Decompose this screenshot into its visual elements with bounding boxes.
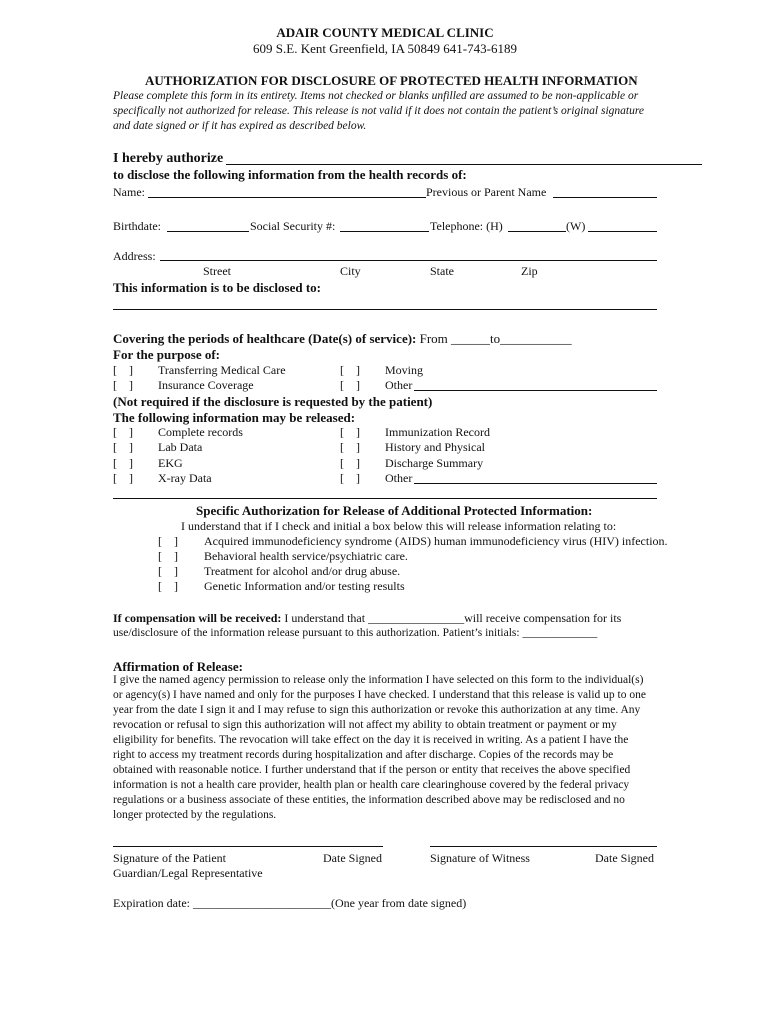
ssn-label: Social Security #: (250, 219, 336, 233)
purpose-other-field[interactable] (414, 390, 657, 391)
affirmation-line-2: or agency(s) I have named and only for the purposes I have checked. I understand that this release is valid up to one (113, 689, 646, 701)
specific-checkbox-behavioral[interactable]: [ ] (158, 549, 178, 563)
specific-checkbox-hiv[interactable]: [ ] (158, 534, 178, 548)
witness-signature-label: Signature of Witness (430, 851, 530, 865)
name-label: Name: (113, 185, 145, 199)
disclosed-to-label: This information is to be disclosed to: (113, 280, 322, 295)
birthdate-field[interactable] (167, 231, 249, 232)
witness-signature-field[interactable] (430, 846, 657, 847)
not-required-note: (Not required if the disclosure is requested by the patient) (113, 394, 433, 409)
purpose-other-label: Other (385, 378, 413, 392)
expiration-date-line[interactable]: Expiration date: _______________________(One year from date signed) (113, 896, 467, 910)
compensation-text[interactable]: I understand that ________________will receive compensation for its (284, 611, 622, 625)
affirmation-line-7: obtained with reasonable notice. I further understand that if the person or entity that receives the above specified (113, 764, 631, 776)
affirmation-line-9: regulations or a business associate of these entities, the information described above may be redisclosed and no (113, 794, 625, 806)
specific-behavioral-label: Behavioral health service/psychiatric care. (204, 549, 408, 563)
guardian-label: Guardian/Legal Representative (113, 866, 263, 880)
specific-hiv-label: Acquired immunodeficiency syndrome (AIDS) human immunodeficiency virus (HIV) infection. (204, 534, 668, 548)
telephone-work-label: (W) (566, 219, 586, 233)
period-from-to[interactable]: From ______to___________ (419, 331, 572, 346)
clinic-name: ADAIR COUNTY MEDICAL CLINIC (276, 25, 494, 40)
zip-label: Zip (521, 264, 538, 278)
affirmation-title: Affirmation of Release: (113, 659, 243, 674)
instructions-line-2: specifically not authorized for release. This release is not valid if it does not contain the patient’s original signature (113, 105, 644, 117)
compensation-initials-line[interactable]: use/disclosure of the information release pursuant to this authorization. Patient’s initials: _____________ (113, 627, 598, 639)
affirmation-line-6: right to access my treatment records during hospitalization and after discharge. Copies of the records may be (113, 749, 614, 761)
affirmation-line-4: revocation or refusal to sign this authorization will not affect my ability to obtain treatment or payment or my (113, 719, 617, 731)
purpose-insurance-label: Insurance Coverage (158, 378, 254, 392)
affirmation-line-3: year from the date I sign it and I may refuse to sign this authorization or revoke this authorization at any time. Any (113, 704, 641, 716)
previous-name-field[interactable] (553, 197, 657, 198)
released-ekg-label: EKG (158, 456, 183, 470)
purpose-moving-label: Moving (385, 363, 424, 377)
form-title: AUTHORIZATION FOR DISCLOSURE OF PROTECTED HEALTH INFORMATION (145, 73, 638, 88)
telephone-home-label: Telephone: (H) (430, 219, 503, 233)
address-field[interactable] (160, 260, 657, 261)
disclosed-to-field[interactable] (113, 309, 657, 310)
instructions-line-3: and date signed or if it has expired as described below. (113, 120, 367, 132)
purpose-checkbox-other[interactable]: [ ] (340, 378, 360, 392)
previous-name-label: Previous or Parent Name (426, 185, 547, 199)
released-checkbox-immunization[interactable]: [ ] (340, 425, 360, 439)
patient-signature-field[interactable] (113, 846, 383, 847)
released-checkbox-other[interactable]: [ ] (340, 471, 360, 485)
compensation-label: If compensation will be received: (113, 611, 282, 625)
name-field[interactable] (148, 197, 426, 198)
clinic-address: 609 S.E. Kent Greenfield, IA 50849 641-743-6189 (253, 41, 517, 56)
birthdate-label: Birthdate: (113, 219, 161, 233)
compensation-row (113, 611, 621, 626)
state-label: State (430, 264, 454, 278)
patient-signature-label: Signature of the Patient (113, 851, 226, 865)
purpose-checkbox-transferring[interactable]: [ ] (113, 363, 133, 377)
disclose-from-label: to disclose the following information from the health records of: (113, 167, 467, 182)
patient-date-signed-label: Date Signed (323, 851, 382, 865)
specific-alcohol-label: Treatment for alcohol and/or drug abuse. (204, 564, 401, 578)
released-xray-label: X-ray Data (158, 471, 212, 485)
instructions-line-1: Please complete this form in its entirety. Items not checked or blanks unfilled are assumed to be non-applicable or (113, 90, 639, 102)
released-checkbox-history[interactable]: [ ] (340, 440, 360, 454)
affirmation-line-10: longer protected by the regulations. (113, 809, 277, 821)
street-label: Street (203, 264, 231, 278)
released-immunization-label: Immunization Record (385, 425, 490, 439)
released-label: The following information may be released: (113, 410, 356, 425)
released-other-label: Other (385, 471, 413, 485)
telephone-work-field[interactable] (588, 231, 657, 232)
address-label: Address: (113, 249, 156, 263)
purpose-checkbox-moving[interactable]: [ ] (340, 363, 360, 377)
witness-date-signed-label: Date Signed (595, 851, 654, 865)
purpose-label: For the purpose of: (113, 347, 221, 362)
ssn-field[interactable] (340, 231, 429, 232)
released-checkbox-complete[interactable]: [ ] (113, 425, 133, 439)
specific-genetic-label: Genetic Information and/or testing results (204, 579, 405, 593)
released-checkbox-ekg[interactable]: [ ] (113, 456, 133, 470)
affirmation-line-8: information is not a health care provider, health plan or health care clearinghouse covered by the federal privacy (113, 779, 630, 791)
purpose-checkbox-insurance[interactable]: [ ] (113, 378, 133, 392)
period-row (113, 331, 572, 347)
released-other-field[interactable] (414, 483, 657, 484)
specific-intro: I understand that if I check and initial a box below this will release information relating to: (181, 519, 617, 533)
authorize-field[interactable] (226, 164, 702, 165)
released-checkbox-xray[interactable]: [ ] (113, 471, 133, 485)
period-label: Covering the periods of healthcare (Date(s) of service): (113, 331, 417, 346)
specific-title: Specific Authorization for Release of Additional Protected Information: (196, 503, 593, 518)
authorize-label: I hereby authorize (113, 151, 224, 166)
released-lab-label: Lab Data (158, 440, 203, 454)
released-complete-label: Complete records (158, 425, 243, 439)
released-discharge-label: Discharge Summary (385, 456, 484, 470)
released-checkbox-lab[interactable]: [ ] (113, 440, 133, 454)
purpose-transferring-label: Transferring Medical Care (158, 363, 286, 377)
section-divider (113, 498, 657, 499)
released-history-label: History and Physical (385, 440, 485, 454)
specific-checkbox-alcohol[interactable]: [ ] (158, 564, 178, 578)
telephone-home-field[interactable] (508, 231, 566, 232)
specific-checkbox-genetic[interactable]: [ ] (158, 579, 178, 593)
affirmation-line-5: eligibility for benefits. The revocation will take effect on the day it is received in writing. As a patient I have the (113, 734, 629, 746)
released-checkbox-discharge[interactable]: [ ] (340, 456, 360, 470)
city-label: City (340, 264, 361, 278)
affirmation-line-1: I give the named agency permission to release only the information I have selected on this form to the individual(s) (113, 674, 644, 686)
